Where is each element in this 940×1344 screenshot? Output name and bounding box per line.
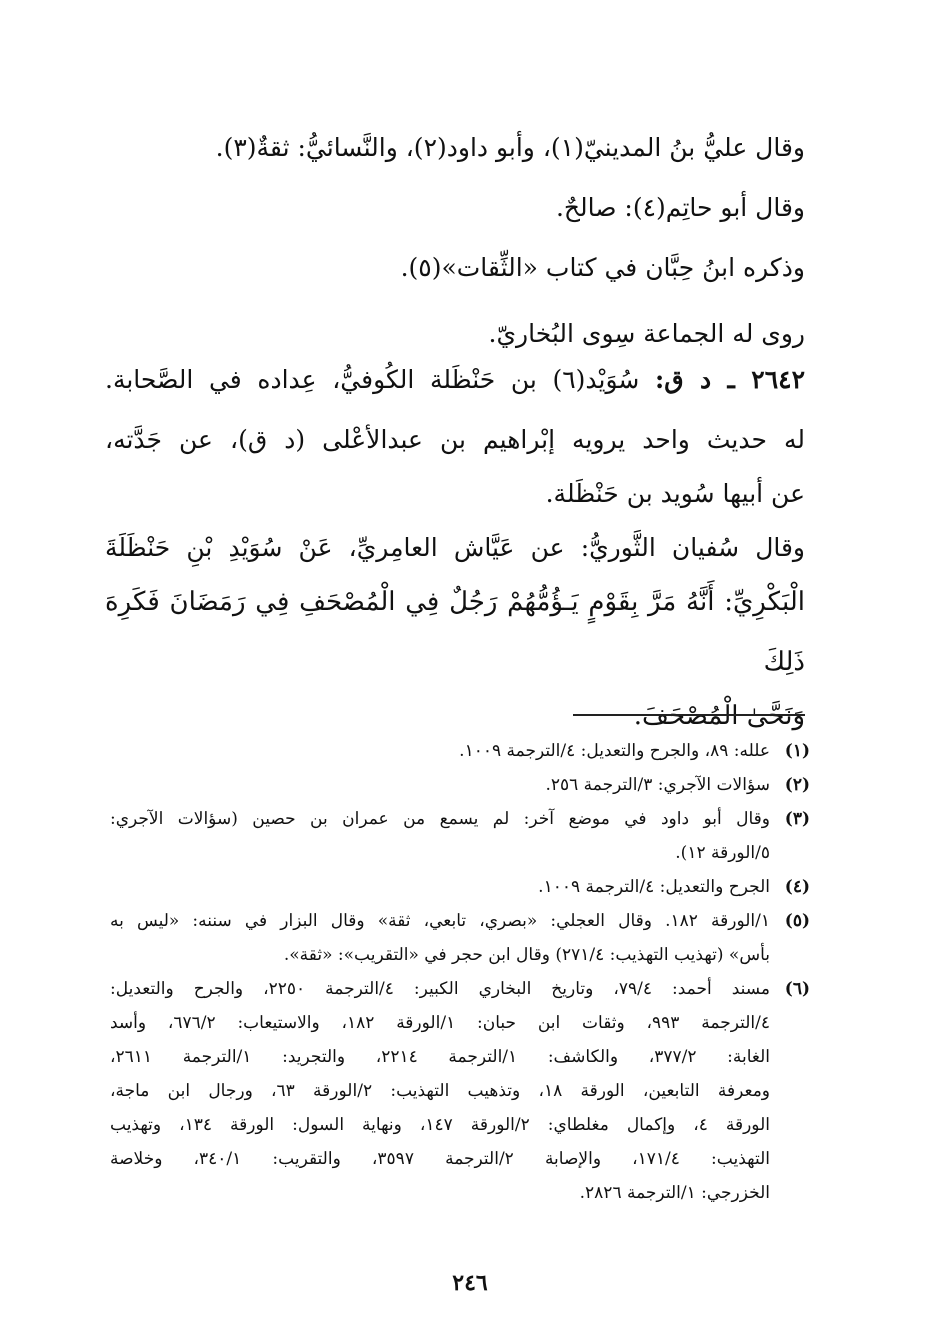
page-number: ٢٤٦ bbox=[452, 1270, 488, 1296]
footnote-line: ١/الورقة ١٨٢. وقال العجلي: «بصري، تابعي، ثقة» وقال البزار في سننه: «ليس به bbox=[110, 911, 770, 931]
entry-number: ٢٦٤٢ ـ د ق: bbox=[655, 365, 805, 394]
footnote-line: الغابة: ٣٧٧/٢، والكاشف: ١/الترجمة ٢٢١٤، والتجريد: ١/الترجمة ٢٦١١، bbox=[110, 1047, 770, 1067]
text-line: وذكره ابنُ حِبَّان في كتاب «الثِّقات»(٥). bbox=[400, 253, 805, 282]
footnote-number: (٢) bbox=[784, 775, 810, 795]
text-line: وقال سُفيان الثَّوريُّ: عن عَيَّاش العامِريِّ، عَنْ سُوَيْدِ بْنِ حَنْظَلَةَ bbox=[105, 533, 805, 562]
footnote bbox=[110, 870, 810, 904]
text-line: وقال عليُّ بنُ المدينيّ(١)، وأبو داود(٢)، والنَّسائيُّ: ثقةٌ(٣). bbox=[215, 133, 805, 162]
text-line: روى له الجماعة سِوى البُخاريّ. bbox=[488, 319, 805, 348]
footnote-line: وقال أبو داود في موضع آخر: لم يسمع من عمران بن حصين (سؤالات الآجري: bbox=[110, 809, 770, 829]
quran-text-line: وَنَحَّىٰ الْمُصْحَفَ. bbox=[633, 701, 805, 731]
footnote-number: (٣) bbox=[784, 809, 810, 829]
footnote bbox=[110, 768, 810, 802]
text-line: وقال أبو حاتِم(٤): صالحٌ. bbox=[555, 193, 805, 222]
entry-title: سُوَيْد(٦) بن حَنْظَلة الكُوفيُّ، عِداده في الصَّحابة. bbox=[105, 365, 640, 394]
main-text bbox=[105, 118, 805, 746]
footnote bbox=[110, 802, 810, 870]
text-line: له حديث واحد يرويه إبْراهيم بن عبدالأعْلى (د ق)، عن جَدَّته، bbox=[105, 425, 805, 454]
footnote-line: بأس» (تهذيب التهذيب: ٢٧١/٤) وقال ابن حجر في «التقريب»: «ثقة». bbox=[283, 945, 770, 965]
footnote-line: علله: ٨٩، والجرح والتعديل: ٤/الترجمة ١٠٠٩. bbox=[459, 741, 770, 761]
footnote-line: ٤/الترجمة ٩٩٣، وثقات ابن حبان: ١/الورقة ١٨٢، والاستيعاب: ٦٧٦/٢، وأسد bbox=[110, 1013, 770, 1033]
footnote-separator bbox=[573, 714, 805, 716]
footnote bbox=[110, 904, 810, 972]
footnote-number: (٤) bbox=[784, 877, 810, 897]
footnote-line: ٥/الورقة ١٢). bbox=[675, 843, 770, 863]
footnote-number: (٦) bbox=[784, 979, 810, 999]
footnote bbox=[110, 972, 810, 1210]
footnote bbox=[110, 734, 810, 768]
footnote-line: سؤالات الآجري: ٣/الترجمة ٢٥٦. bbox=[545, 775, 770, 795]
footnote-number: (١) bbox=[784, 741, 810, 761]
entry-heading bbox=[105, 350, 805, 410]
footnote-line: ومعرفة التابعين، الورقة ١٨، وتذهيب التهذيب: ٢/الورقة ٦٣، ورجال ابن ماجة، bbox=[110, 1081, 770, 1101]
footnote-number: (٥) bbox=[784, 911, 810, 931]
footnotes bbox=[110, 734, 810, 1210]
footnote-line: الخزرجي: ١/الترجمة ٢٨٢٦. bbox=[579, 1183, 770, 1203]
footnote-line: الورقة ٤، وإكمال مغلطاي: ٢/الورقة ١٤٧، ونهاية السول: الورقة ١٣٤، وتهذيب bbox=[110, 1115, 770, 1135]
text-line: عن أبيها سُويد بن حَنْظَلة. bbox=[545, 479, 805, 508]
quran-text-line: الْبَكْرِيِّ: أَنَّهُ مَرَّ بِقَوْمٍ يَـؤُمُّهُمْ رَجُلٌ فِي الْمُصْحَفِ فِي رَمَضَانَ فَكَرِهَ ذَلِكَ bbox=[105, 587, 805, 677]
footnote-line: التهذيب: ١٧١/٤، والإصابة ٢/الترجمة ٣٥٩٧، والتقريب: ٣٤٠/١، وخلاصة bbox=[110, 1149, 770, 1169]
footnote-line: الجرح والتعديل: ٤/الترجمة ١٠٠٩. bbox=[538, 877, 770, 897]
footnote-line: مسند أحمد: ٧٩/٤، وتاريخ البخاري الكبير: ٤/الترجمة ٢٢٥٠، والجرح والتعديل: bbox=[110, 979, 770, 999]
